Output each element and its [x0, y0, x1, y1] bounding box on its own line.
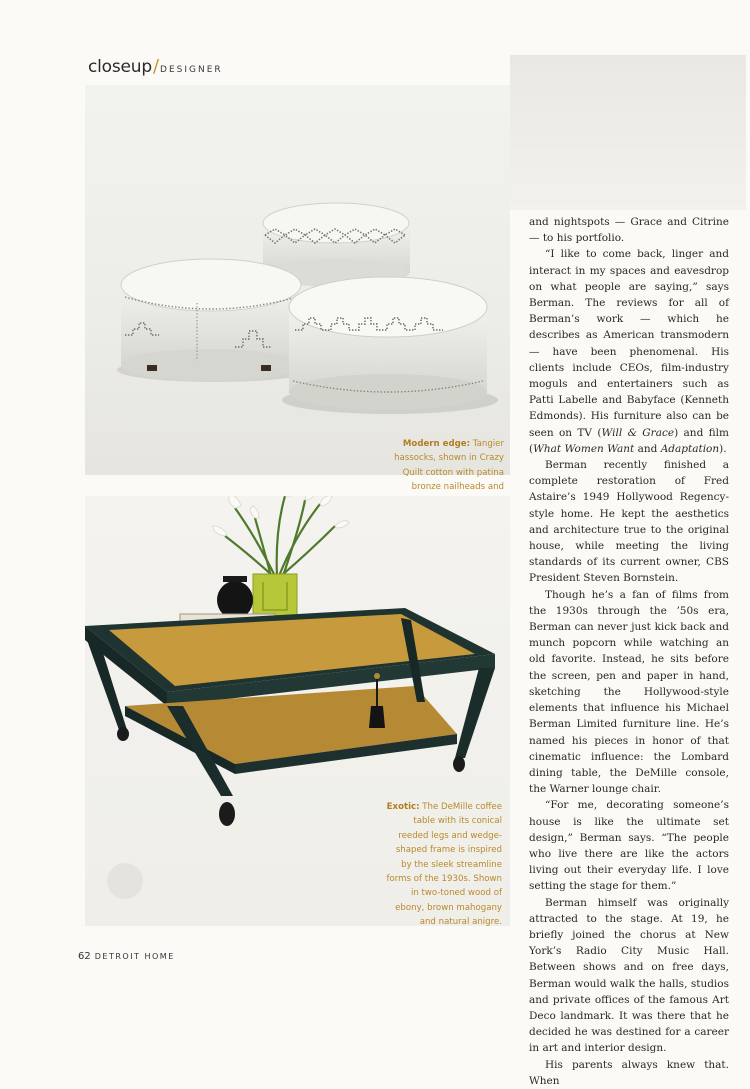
hassock-left: [121, 259, 301, 381]
article-paragraph: Though he’s a fan of films from the 1930s through the ’50s era, Berman can never just kick back and munch popcorn while watching an old favorite. Instead, he sits before the screen, pen and paper in hand, sketching the Hollywood-style elements that influence his Michael Berman Limited furniture line. He’s named his pieces in honor of that cinematic influence: the Lombard dining table, the DeMille console, the Warner lounge chair.: [529, 588, 729, 796]
article-paragraph: “For me, decorating someone’s house is like the ultimate set design,” Berman says. “The people who live there are like the actors living out their everyday life. I love setting the stage for them.”: [529, 799, 729, 893]
article-paragraph: and nightspots — Grace and Citrine — to his portfolio.: [529, 216, 729, 245]
coffee-table-caption: [386, 800, 502, 930]
hassock-right: [289, 277, 487, 410]
hassocks-caption-lead: Modern edge:: [402, 439, 471, 449]
article-paragraph: “I like to come back, linger and interact in my spaces and eavesdrop on what people are saying,” says Berman. The reviews for all of Berman’s work — which he describes as American transmodern — have been phenomenal. His clients include CEOs, film-industry moguls and entertainers such as Patti Labelle and Babyface (Kenneth Edmonds). His furniture also can be seen on TV (Will & Grace) and film (What Women Want and Adaptation).: [529, 248, 729, 455]
coffee-table-caption-text: The DeMille coffee table with its conical reeded legs and wedge-shaped frame is inspired by the sleek streamline forms of the 1930s. Shown in two-toned wood of ebony, brown mahogany and natural anigre.: [386, 802, 502, 928]
article-paragraph: Berman himself was originally attracted to the stage. At 19, he briefly joined the chorus at New York’s Radio City Music Hall. Between shows and on free days, Berman would walk the halls, studios and private offices of the famous Art Deco landmark. It was there that he decided he was destined for a career in art and interior design.: [529, 896, 729, 1055]
hassocks-photo: [85, 85, 510, 475]
calla-lilies: [225, 496, 335, 576]
section-header: [88, 56, 223, 77]
article-paragraph: Berman recently finished a complete restoration of Fred Astaire’s 1949 Hollywood Regency-style home. He kept the aesthetics and architecture true to the original house, while meeting the living standards of its current owner, CBS President Steven Bornstein.: [529, 459, 729, 585]
section-name: closeup: [88, 57, 152, 77]
film-title: What Women Want: [533, 442, 635, 455]
tv-show-title: Will & Grace: [601, 426, 675, 439]
article-paragraph: His parents always knew that. When: [529, 1058, 729, 1087]
section-slash: /: [152, 56, 160, 77]
green-vase: [253, 574, 297, 618]
demille-table: [85, 608, 495, 826]
background-photo-strip: [510, 55, 746, 210]
magazine-name: DETROIT HOME: [94, 952, 175, 961]
film-title: Adaptation: [660, 442, 720, 455]
page-number: 62: [78, 951, 91, 962]
section-subname: DESIGNER: [160, 65, 223, 75]
hassocks-caption-text: Tangier hassocks, shown in Crazy Quilt cotton with patina bronze nailheads and: [394, 439, 504, 493]
page-footer: [78, 944, 175, 963]
watermark-circle: [107, 863, 143, 899]
coffee-table-caption-lead: Exotic:: [386, 802, 420, 812]
black-vessel: [217, 581, 253, 619]
article-column: [529, 214, 729, 1089]
